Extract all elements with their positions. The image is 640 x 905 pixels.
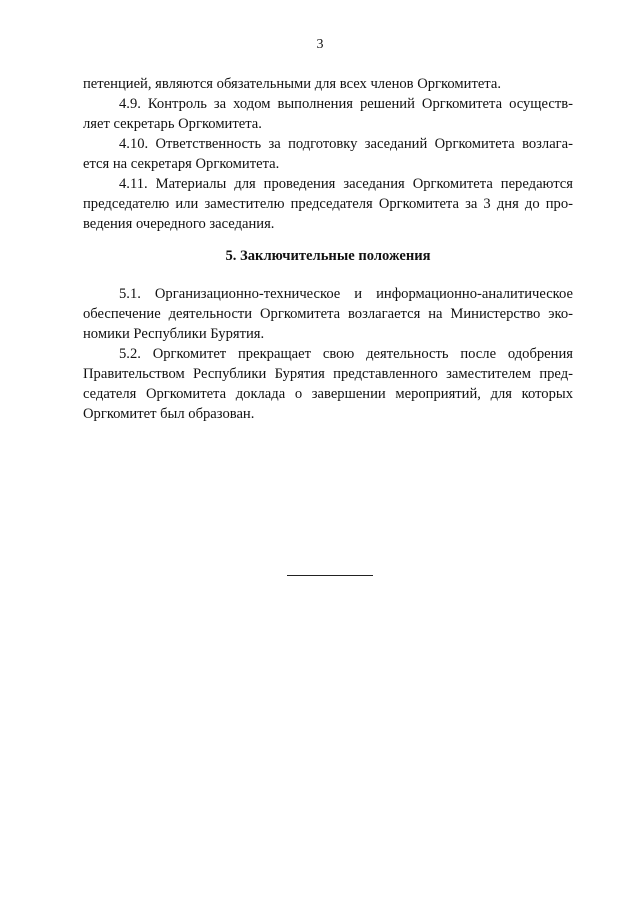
- paragraph-4-10-line-1: 4.10. Ответственность за подготовку заседаний Оргкомитета возлага-: [119, 136, 573, 152]
- section-5-heading: 5. Заключительные положения: [225, 248, 431, 264]
- paragraph-line: петенцией, являются обязательными для всех членов Оргкомитета.: [83, 76, 501, 92]
- paragraph-4-11-line-2: председателю или заместителю председателя Оргкомитета за 3 дня до про-: [83, 196, 573, 212]
- paragraph-4-9-line-1: 4.9. Контроль за ходом выполнения решений Оргкомитета осуществ-: [119, 96, 573, 112]
- paragraph-5-1-line-2: обеспечение деятельности Оргкомитета возлагается на Министерство эко-: [83, 306, 573, 322]
- paragraph-5-2-line-3: седателя Оргкомитета доклада о завершении мероприятий, для которых: [83, 386, 573, 402]
- paragraph-4-9-line-2: ляет секретарь Оргкомитета.: [83, 116, 262, 132]
- section-5-body: [83, 284, 573, 424]
- end-divider: [287, 575, 373, 576]
- paragraph-4-10-line-2: ется на секретаря Оргкомитета.: [83, 156, 280, 172]
- paragraph-4-11-line-1: 4.11. Материалы для проведения заседания Оргкомитета передаются: [119, 176, 573, 192]
- page-number: 3: [316, 37, 324, 52]
- paragraph-5-2-line-1: 5.2. Оргкомитет прекращает свою деятельность после одобрения: [119, 346, 573, 362]
- paragraph-5-2-line-2: Правительством Республики Бурятия представленного заместителем пред-: [83, 366, 573, 382]
- paragraph-5-2-line-4: Оргкомитет был образован.: [83, 406, 255, 422]
- section-4-continuation: [83, 74, 573, 234]
- paragraph-4-11-line-3: ведения очередного заседания.: [83, 216, 275, 232]
- paragraph-5-1-line-1: 5.1. Организационно-техническое и информационно-аналитическое: [119, 286, 573, 302]
- paragraph-5-1-line-3: номики Республики Бурятия.: [83, 326, 265, 342]
